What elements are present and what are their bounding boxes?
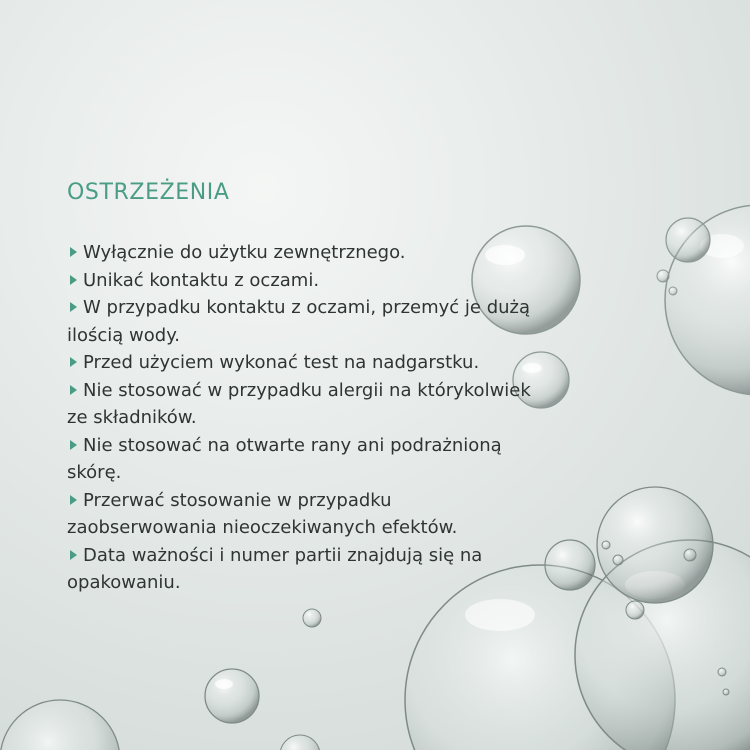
triangle-right-icon [70,385,77,395]
triangle-right-icon [70,302,77,312]
warnings-list [67,239,537,597]
warning-text: W przypadku kontaktu z oczami, przemyć je dużą ilością wody. [67,297,531,346]
warning-text: Nie stosować w przypadku alergii na którykolwiek ze składników. [67,379,531,428]
warning-item [67,239,537,267]
warning-text: Data ważności i numer partii znajdują się na opakowaniu. [67,544,483,593]
triangle-right-icon [70,247,77,257]
warning-item [67,349,537,377]
warning-text: Przed użyciem wykonać test na nadgarstku. [83,352,480,373]
warning-text: Wyłącznie do użytku zewnętrznego. [83,242,406,263]
triangle-right-icon [70,440,77,450]
warning-item [67,267,537,295]
warning-text: Unikać kontaktu z oczami. [83,269,320,291]
warning-item [67,377,537,432]
warning-item [67,487,537,542]
warning-item [67,432,537,487]
triangle-right-icon [70,275,77,285]
triangle-right-icon [70,357,77,367]
warnings-heading: OSTRZEŻENIA [67,180,230,205]
warning-item [67,542,537,597]
warning-item [67,294,537,349]
triangle-right-icon [70,495,77,505]
triangle-right-icon [70,550,77,560]
warning-text: Nie stosować na otwarte rany ani podrażnioną skórę. [67,434,502,483]
warning-text: Przerwać stosowanie w przypadku zaobserwowania nieoczekiwanych efektów. [67,489,458,538]
warnings-section [67,178,537,597]
